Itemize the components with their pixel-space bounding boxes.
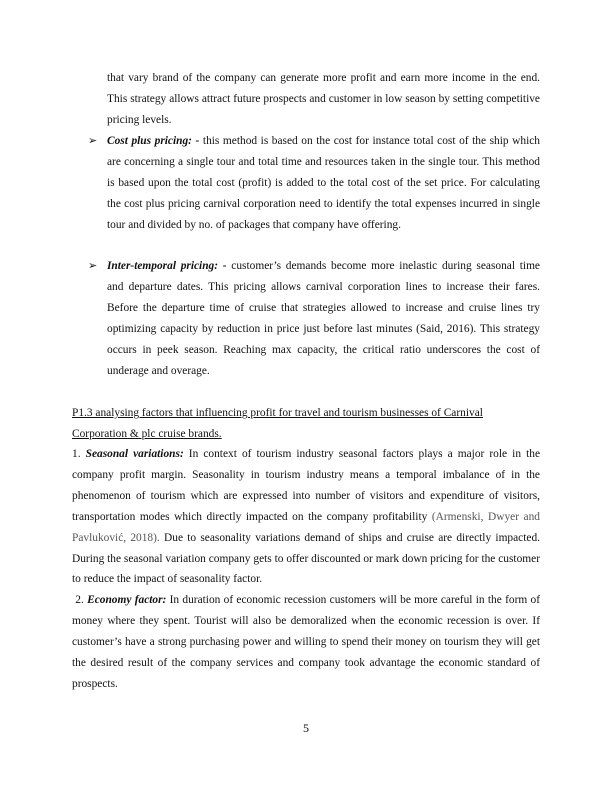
paragraph-body: Due to seasonality variations demand of ships and cruise are directly impacted. During the seasonal variation company gets to offer discounted or mark down pricing for the customer to reduce the impact of seasonality factor. [72, 531, 540, 586]
page-number: 5 [303, 721, 309, 735]
bullet-body: customer’s demands become more inelastic during seasonal time and departure dates. This pricing allows carnival corporation lines to increase their fares. Before the departure time of cruise that strategies allowed to increase and cruise lines try optimizing capacity by reduction in price just before last minutes (Said, 2016). This strategy occurs in peek season. Reaching max capacity, the critical ratio underscores the cost of underage and overage. [107, 260, 540, 377]
paragraph-number: 2. [72, 594, 88, 606]
bullet-text [107, 131, 540, 236]
paragraph-body: In context of tourism industry seasonal factors plays a major role in the company profit margin. Seasonality in tourism industry means a temporal imbalance of in the phenomenon of tourism which are expressed into number of visitors and expenditure of visitors, transportation modes which directly impacted on the company profitability [72, 448, 541, 523]
paragraph-title: Economy factor: [87, 594, 167, 606]
bullet-text [107, 256, 540, 381]
bullet-cost-plus-pricing [88, 131, 540, 236]
bullet-title: Cost plus pricing: - [107, 135, 200, 147]
citation: (Armenski, Dwyer and Pavluković, 2018). [72, 510, 540, 544]
section-heading: P1.3 analysing factors that influencing profit for travel and tourism businesses of Carnival Corporation & plc cruise brands. [72, 407, 483, 440]
paragraph-seasonal-variations [72, 444, 540, 590]
bullet-inter-temporal-pricing [88, 256, 540, 381]
bullet-title: Inter-temporal pricing: - [107, 260, 227, 272]
paragraph-number: 1. [72, 448, 86, 460]
arrow-bullet-icon: ➢ [88, 134, 98, 147]
paragraph-economy-factor [72, 590, 540, 695]
intro-paragraph: that vary brand of the company can generate more profit and earn more income in the end. This strategy allows attract future prospects and customer in low season by setting competitive pricing levels. [107, 72, 540, 126]
arrow-bullet-icon: ➢ [88, 259, 98, 272]
bullet-body: this method is based on the cost for instance total cost of the ship which are concerning a single tour and total time and resources taken in the single tour. This method is based upon the total cost (profit) is added to the total cost of the set price. For calculating the cost plus pricing carnival corporation need to identify the total expenses incurred in single tour and divided by no. of packages that company have offering. [107, 135, 540, 231]
paragraph-body: In duration of economic recession customers will be more careful in the form of money where they spent. Tourist will also be demoralized when the economic recession is over. If customer’s have a strong purchasing power and willing to spend their money on tourism they will get the desired result of the company services and company took advantage the economic standard of prospects. [72, 594, 540, 690]
paragraph-title: Seasonal variations: [85, 448, 184, 460]
